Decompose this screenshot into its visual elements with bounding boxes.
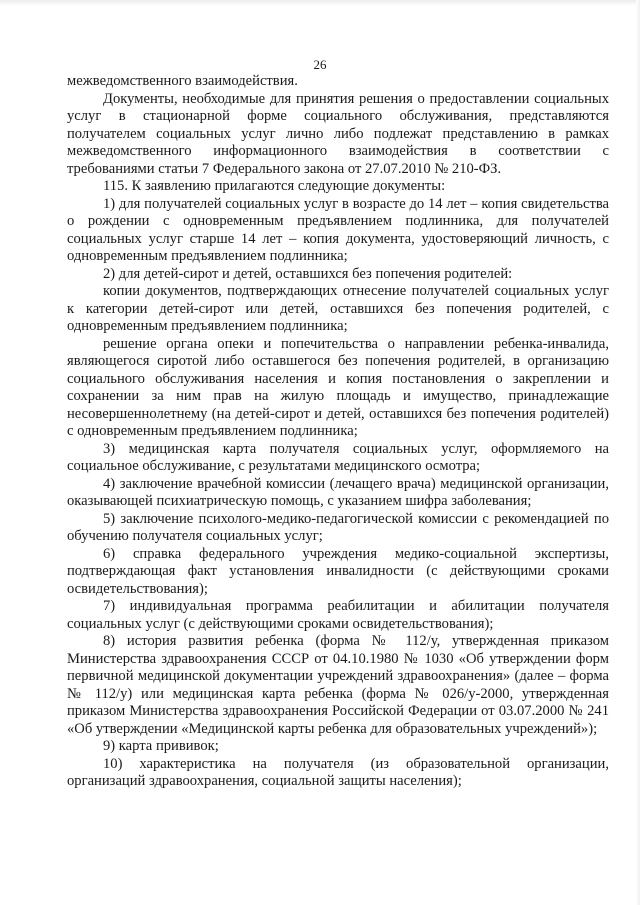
list-item-2-copies: копии документов, подтверждающих отнесение получателей социальных услуг к категории детей-сирот или детей, оставшихся без попечения родителей, с одновременным предъявлением подлинника; — [67, 283, 609, 334]
list-item-5: 5) заключение психолого-медико-педагогической комиссии с рекомендацией по обучению получателя социальных услуг; — [67, 510, 609, 544]
list-item-2-decision: решение органа опеки и попечительства о направлении ребенка-инвалида, являющегося сиротой либо оставшегося без попечения родителей, в организацию социального обслуживания населения и копия постановления о закреплении и сохранении за ним прав на жилую площадь и имущество, принадлежащие несовершеннолетнему (на детей-сирот и детей, оставшихся без попечения родителей) с одновременным предъявлением подлинника; — [67, 335, 609, 439]
list-item-6: 6) справка федерального учреждения медико-социальной экспертизы, подтверждающая факт установления инвалидности (с действующими сроками освидетельствования); — [67, 545, 609, 597]
page-number: 26 — [313, 57, 327, 72]
paragraph-documents-required: Документы, необходимые для принятия решения о предоставлении социальных услуг в стационарной форме социального обслуживания, представляются получателем социальных услуг лично либо подлежат представлению в рамках межведомственного информационного взаимодействия в соответствии с требованиями статьи 7 Федерального закона от 27.07.2010 № 210-ФЗ. — [67, 90, 609, 177]
list-item-10: 10) характеристика на получателя (из образовательной организации, организаций здравоохранения, социальной защиты населения); — [67, 755, 609, 789]
list-item-4: 4) заключение врачебной комиссии (лечащего врача) медицинской организации, оказывающей психиатрическую помощь, с указанием шифра заболевания; — [67, 475, 609, 509]
scan-shadow-top — [0, 0, 640, 6]
list-item-7: 7) индивидуальная программа реабилитации и абилитации получателя социальных услуг (с действующими сроками освидетельствования); — [67, 598, 609, 632]
list-item-3: 3) медицинская карта получателя социальных услуг, оформляемого на социальное обслуживание, с результатами медицинского осмотра; — [67, 440, 609, 474]
paragraph-intro-continued: межведомственного взаимодействия. — [67, 73, 298, 89]
document-body — [67, 73, 609, 791]
list-item-1: 1) для получателей социальных услуг в возрасте до 14 лет – копия свидетельства о рождении с одновременным предъявлением подлинника, для получателей социальных услуг старше 14 лет – копия документа, удостоверяющий личность, с одновременным предъявлением подлинника; — [67, 195, 609, 264]
paragraph-item-115: 115. К заявлению прилагаются следующие документы: — [103, 178, 446, 194]
scan-shadow-right — [636, 0, 640, 905]
list-item-2: 2) для детей-сирот и детей, оставшихся без попечения родителей: — [103, 265, 513, 282]
list-item-9: 9) карта прививок; — [103, 738, 219, 754]
list-item-8: 8) история развития ребенка (форма № 112/у, утвержденная приказом Министерства здравоохранения СССР от 04.10.1980 № 1030 «Об утверждении форм первичной медицинской документации учреждений здравоохранения» (далее – форма № 112/у) или медицинская карта ребенка (форма № 026/у-2000, утвержденная приказом Министерства здравоохранения Российской Федерации от 03.07.2000 № 241 «Об утверждении «Медицинской карты ребенка для образовательных учреждений»); — [67, 633, 609, 737]
